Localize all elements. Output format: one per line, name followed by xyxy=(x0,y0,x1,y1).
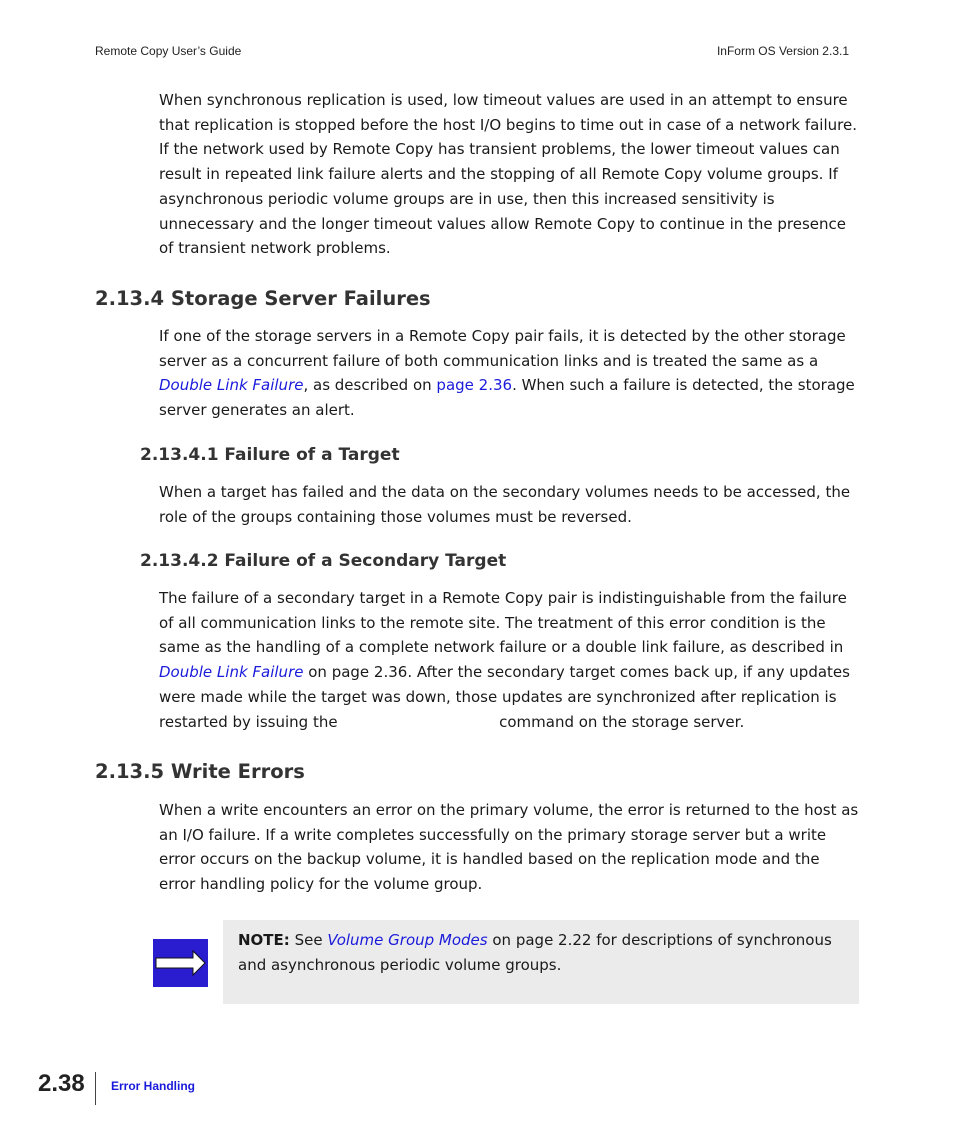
write-errors-paragraph: When a write encounters an error on the primary volume, the error is returned to the host as an I/O failure. If a write completes successfully on the primary storage server but a write error occurs on the backup volume, it is handled based on the replication mode and the error handling policy for the volume group. xyxy=(159,801,859,894)
chapter-link[interactable]: Error Handling xyxy=(111,1079,196,1093)
storage-server-failures-paragraph xyxy=(159,324,859,423)
running-header-title: Remote Copy User’s Guide xyxy=(95,44,242,58)
page-236-link[interactable]: page 2.36 xyxy=(436,376,513,395)
volume-group-modes-link[interactable]: Volume Group Modes xyxy=(327,931,488,949)
failure-of-secondary-target-paragraph xyxy=(159,586,859,734)
footer-divider xyxy=(95,1072,96,1105)
double-link-failure-link[interactable]: Double Link Failure xyxy=(159,376,304,395)
double-link-failure-link-2[interactable]: Double Link Failure xyxy=(159,663,304,682)
arrow-right-icon-svg xyxy=(153,939,208,987)
text-run: on page 2.36. After the secondary target comes back up, if any updates were made while the target was down, those updates are synchronized after replication is restarted by issuing the xyxy=(159,663,850,731)
text-run: . When such a failure is detected, the storage server generates an alert. xyxy=(159,376,855,420)
text-run: See xyxy=(289,931,328,949)
arrow-right-icon xyxy=(153,939,208,987)
section-heading-2134: 2.13.4 Storage Server Failures xyxy=(95,287,431,310)
section-heading-21341: 2.13.4.1 Failure of a Target xyxy=(140,445,400,465)
section-heading-2135: 2.13.5 Write Errors xyxy=(95,760,305,783)
page-number: 2.38 xyxy=(38,1070,85,1097)
text-run: If one of the storage servers in a Remote Copy pair fails, it is detected by the other storage server as a concurrent failure of both communication links and is treated the same as a xyxy=(159,327,846,370)
note-callout xyxy=(223,920,859,1004)
section-heading-21342: 2.13.4.2 Failure of a Secondary Target xyxy=(140,551,507,571)
text-run: on page 2.22 for descriptions of synchronous and asynchronous periodic volume groups. xyxy=(238,931,832,974)
text-run: , as described on xyxy=(303,376,437,395)
intro-paragraph: When synchronous replication is used, low timeout values are used in an attempt to ensure that replication is stopped before the host I/O begins to time out in case of a network failure. If the network used by Remote Copy has transient problems, the lower timeout values can result in repeated link failure alerts and the stopping of all Remote Copy volume groups. If asynchronous periodic volume groups are in use, then this increased sensitivity is unnecessary and the longer timeout values allow Remote Copy to continue in the presence of transient network problems. xyxy=(159,91,857,258)
text-run: command on the storage server. xyxy=(494,712,745,731)
failure-of-target-paragraph: When a target has failed and the data on the secondary volumes needs to be accessed, the role of the groups containing those volumes must be reversed. xyxy=(159,483,851,526)
text-run: The failure of a secondary target in a Remote Copy pair is indistinguishable from the failure of all communication links to the remote site. The treatment of this error condition is the same as the handling of a complete network failure or a double link failure, as described in xyxy=(159,589,847,657)
note-label: NOTE: xyxy=(238,931,290,949)
note-text xyxy=(238,928,838,978)
running-header-version: InForm OS Version 2.3.1 xyxy=(716,44,849,58)
